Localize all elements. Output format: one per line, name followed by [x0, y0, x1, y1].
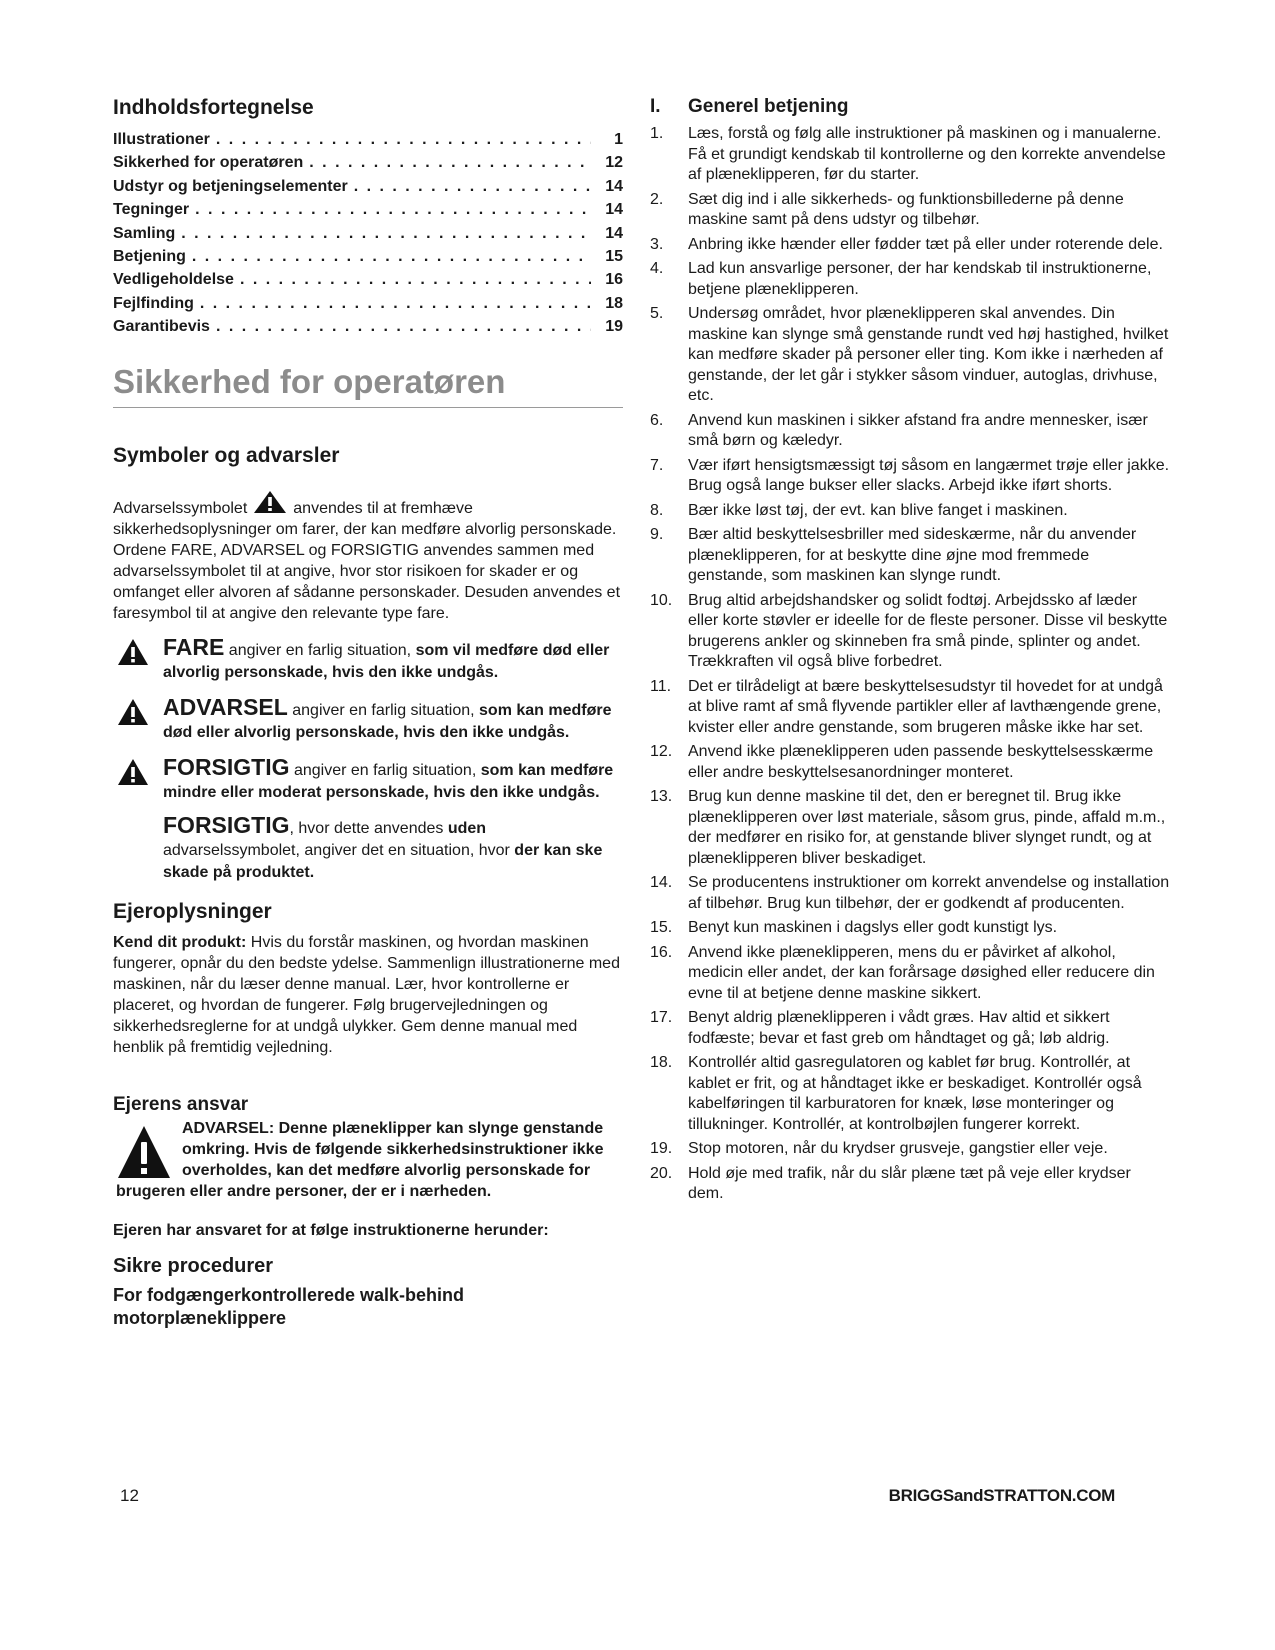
owner-warning: ADVARSEL: Denne plæneklipper kan slynge genstande omkring. Hvis de følgende sikkerhedsinstruktioner ikke overholdes, kan det medføre alvorlig personskade for brugeren eller andre personer, der er i nærheden. — [116, 1119, 604, 1200]
hazard-definition: FARE angiver en farlig situation, som vil medføre død eller alvorlig personskade, hvis den ikke undgås. — [113, 636, 623, 684]
list-item — [650, 1139, 1170, 1160]
brand-url: BRIGGSandSTRATTON.COM — [888, 1486, 1115, 1505]
toc-leader — [216, 128, 591, 151]
list-item-number: 4. — [650, 260, 664, 277]
list-item-number: 16. — [650, 943, 673, 961]
hazard-definition: ADVARSEL angiver en farlig situation, som kan medføre død eller alvorlig personskade, hvis den ikke undgås. — [113, 696, 623, 744]
list-item-number: 19. — [650, 1140, 673, 1157]
toc-leader — [192, 245, 591, 268]
list-item — [650, 1053, 1170, 1135]
toc-entry — [113, 128, 623, 151]
list-item-text: Undersøg området, hvor plæneklipperen skal anvendes. Din maskine kan slynge små genstande rundt ved høj hastighed, hvilket kan medføre skader på personer eller ting. Kom ikke i nærheden af genstande, der let går i stykker såsom vinduer, autoglas, drivhuse, etc. — [688, 305, 1169, 404]
toc-entry-label: Illustrationer — [113, 131, 210, 148]
hazard-definition: FORSIGTIG angiver en farlig situation, som kan medføre mindre eller moderat personskade, hvis den ikke undgås. — [113, 756, 623, 804]
toc-entry — [113, 292, 623, 315]
right-column — [650, 96, 1170, 1209]
forsigtig-note: FORSIGTIG, hvor dette anvendes uden advarselssymbolet, angiver det en situation, hvor der kan ske skade på produktet. — [163, 811, 603, 881]
list-item — [650, 501, 1170, 522]
list-item-text: Anbring ikke hænder eller fødder tæt på eller under roterende dele. — [688, 235, 1163, 253]
list-item — [650, 591, 1170, 673]
toc-entry — [113, 222, 623, 245]
toc-leader — [200, 292, 591, 315]
toc-title: Indholdsfortegnelse — [113, 96, 314, 119]
list-item — [650, 677, 1170, 739]
list-item-text: Brug kun denne maskine til det, den er beregnet til. Brug ikke plæneklipperen over løst materiale, såsom grus, pinde, affald m.m., der medfører en risiko for, at genstande bliver slynget rundt, og at plæneklipperen bliver beskadiget. — [688, 788, 1166, 867]
warning-triangle-icon — [117, 758, 149, 786]
list-item-text: Vær iført hensigtsmæssigt tøj såsom en langærmet trøje eller jakke. Brug også lange bukser eller slacks. Arbejd ikke iført shorts. — [688, 456, 1170, 494]
list-item-text: Benyt kun maskinen i dagslys eller godt kunstigt lys. — [688, 919, 1058, 936]
list-item-text: Læs, forstå og følg alle instruktioner på maskinen og i manualerne. Få et grundigt kendskab til kontrollerne og den korrekte anvendelse af plæneklipperen, før du starter. — [688, 125, 1166, 183]
toc-entry-page: 14 — [605, 224, 623, 242]
toc-entry-page: 14 — [605, 201, 623, 219]
safe-procedures-heading: Sikre procedurer — [113, 1254, 274, 1277]
general-operation-heading: I. Generel betjening — [650, 96, 849, 117]
list-item — [650, 235, 1170, 256]
warning-triangle-icon — [117, 698, 149, 726]
toc-entry-page: 18 — [605, 294, 623, 312]
toc-leader — [195, 198, 591, 221]
toc-entry-label: Vedligeholdelse — [113, 271, 234, 289]
warning-triangle-icon — [116, 1124, 172, 1180]
toc-leader — [181, 222, 591, 245]
list-item — [650, 190, 1170, 231]
list-item-text: Se producentens instruktioner om korrekt anvendelse og installation af tilbehør. Brug kun tilbehør, der er godkendt af producenten. — [688, 874, 1170, 912]
hazard-word: FARE — [163, 633, 225, 660]
walk-behind-heading: For fodgængerkontrollerede walk-behind motorplæneklippere — [113, 1284, 465, 1328]
toc-entry-label: Samling — [113, 224, 176, 242]
toc-leader — [354, 175, 591, 198]
toc-entry — [113, 175, 623, 198]
owner-responsibility-heading: Ejerens ansvar — [113, 1093, 249, 1115]
list-item — [650, 456, 1170, 497]
list-item-text: Lad kun ansvarlige personer, der har kendskab til instruktionerne, betjene plæneklipperen. — [688, 260, 1152, 298]
toc-entry-label: Fejlfinding — [113, 294, 194, 312]
list-item-number: 8. — [650, 501, 664, 519]
list-item-text: Anvend ikke plæneklipperen, mens du er påvirket af alkohol, medicin eller andet, der kan forårsage døsighed eller reducere din evne til at betjene denne maskine sikkert. — [688, 943, 1155, 1002]
toc-leader — [216, 315, 591, 338]
toc-entry-page: 14 — [605, 177, 623, 195]
list-item-number: 18. — [650, 1054, 673, 1071]
toc-entry — [113, 198, 623, 221]
list-item — [650, 742, 1170, 783]
list-item — [650, 918, 1170, 939]
list-item — [650, 1164, 1170, 1205]
list-item-number: 3. — [650, 235, 664, 253]
list-item-number: 13. — [650, 788, 673, 805]
list-item — [650, 124, 1170, 186]
hazard-list — [113, 633, 623, 804]
list-item-text: Anvend kun maskinen i sikker afstand fra andre mennesker, især små børn og kæledyr. — [688, 411, 1148, 449]
list-item-number: 5. — [650, 305, 664, 322]
list-item — [650, 873, 1170, 914]
owner-responsibility-text: Ejeren har ansvaret for at følge instruktionerne herunder: — [113, 1221, 549, 1239]
list-item-text: Hold øje med trafik, når du slår plæne tæt på veje eller krydser dem. — [688, 1164, 1131, 1202]
toc-entry-label: Udstyr og betjeningselementer — [113, 177, 348, 195]
list-item — [650, 787, 1170, 869]
toc-entry-label: Sikkerhed for operatøren — [113, 154, 304, 172]
list-item — [650, 1008, 1170, 1049]
toc-entry-label: Betjening — [113, 247, 186, 265]
hazard-word: FORSIGTIG — [163, 753, 290, 780]
list-item-number: 7. — [650, 456, 664, 474]
toc-entry — [113, 315, 623, 338]
warning-triangle-icon — [117, 638, 149, 666]
toc-entry-page: 16 — [605, 271, 623, 289]
list-item-text: Kontrollér altid gasregulatoren og kablet før brug. Kontrollér, at kablet er frit, og at håndtaget ikke er beskadiget. Kontrollér også kabelføringen til karburatoren for knæk, løse monteringer og tillukninger. Kontrollér, at kontrolbøjlen fungerer korrekt. — [688, 1054, 1142, 1133]
list-item-text: Sæt dig ind i alle sikkerheds- og funktionsbillederne på denne maskine samt på dens udstyr og tilbehør. — [688, 190, 1124, 228]
section-title: Sikkerhed for operatøren — [113, 363, 623, 408]
toc-leader — [309, 151, 591, 174]
list-item-text: Brug altid arbejdshandsker og solidt fodtøj. Arbejdssko af læder eller korte støvler er ideelle for de fleste personer. Disse vil beskytte brugerens ankler og skinneben fra små pinde, splinter og andet. Trækkraften vil også blive forbedret. — [688, 591, 1168, 670]
list-item-number: 12. — [650, 743, 673, 760]
toc-entry-page: 1 — [614, 131, 623, 148]
list-item — [650, 411, 1170, 452]
list-item-number: 1. — [650, 125, 664, 142]
list-item-text: Bær ikke løst tøj, der evt. kan blive fanget i maskinen. — [688, 501, 1068, 519]
list-item — [650, 304, 1170, 407]
toc-entry-page: 19 — [605, 318, 623, 336]
symbols-intro: Advarselssymbolet anvendes til at fremhæve sikkerhedsoplysninger om farer, der kan medføre alvorlig personskade. Ordene FARE, ADVARSEL og FORSIGTIG anvendes sammen med advarselssymbolet til at angive, hvor stor risikoen for skader er og omfanget eller alvoren af sådanne personskader. Desuden anvendes et faresymbol til at angive den relevante type fare. — [113, 490, 623, 624]
toc-leader — [240, 268, 591, 291]
toc-entry-label: Tegninger — [113, 201, 190, 219]
list-item-text: Det er tilrådeligt at bære beskyttelsesudstyr til hovedet for at undgå at blive ramt af små flyvende partikler eller af lavthængende grene, kvister eller andre genstande, som brugeren måske ikke har set. — [688, 677, 1163, 736]
toc-entry — [113, 245, 623, 268]
list-item-number: 15. — [650, 919, 673, 936]
know-your-product: Kend dit produkt: Hvis du forstår maskinen, og hvordan maskinen fungerer, opnår du den bedste ydelse. Sammenlign illustrationerne med maskinen, når du læser denne manual. Lær, hvor kontrollerne er placeret, og hvordan de fungerer. Følg brugervejledningen og sikkerhedsreglerne for at undgå ulykker. Gem denne manual med henblik på fremtidig vejledning. — [113, 933, 620, 1056]
list-item-number: 11. — [650, 677, 672, 695]
toc-entry-page: 12 — [605, 154, 623, 172]
toc-entry-label: Garantibevis — [113, 318, 210, 336]
list-item-number: 20. — [650, 1164, 673, 1182]
list-item-text: Anvend ikke plæneklipperen uden passende beskyttelsesskærme eller andre beskyttelsesanordninger monteret. — [688, 743, 1154, 781]
hazard-word: ADVARSEL — [163, 693, 288, 720]
list-item-number: 6. — [650, 411, 664, 429]
list-item-text: Benyt aldrig plæneklipperen i vådt græs. Hav altid et sikkert fodfæste; bevar et fast greb om håndtaget og gå; løb aldrig. — [688, 1009, 1110, 1047]
list-item — [650, 259, 1170, 300]
toc-entry — [113, 151, 623, 174]
table-of-contents — [113, 128, 623, 339]
list-item-number: 2. — [650, 190, 664, 208]
safety-rules-list — [650, 124, 1170, 1205]
list-item-number: 17. — [650, 1009, 673, 1026]
list-item-number: 9. — [650, 526, 664, 543]
list-item-text: Bær altid beskyttelsesbriller med sideskærme, når du anvender plæneklipperen, for at beskytte dine øjne mod fremmede genstande, som maskinen kan slynge rundt. — [688, 526, 1137, 584]
toc-entry — [113, 268, 623, 291]
list-item-number: 10. — [650, 591, 673, 609]
list-item-number: 14. — [650, 874, 673, 891]
left-column — [113, 96, 623, 1330]
list-item-text: Stop motoren, når du krydser grusveje, gangstier eller veje. — [688, 1140, 1108, 1157]
warning-triangle-icon — [253, 490, 287, 514]
symbols-heading: Symboler og advarsler — [113, 443, 340, 467]
list-item — [650, 525, 1170, 587]
list-item — [650, 943, 1170, 1005]
page-number: 12 — [120, 1486, 139, 1505]
owner-heading: Ejeroplysninger — [113, 899, 272, 923]
toc-entry-page: 15 — [605, 247, 623, 265]
